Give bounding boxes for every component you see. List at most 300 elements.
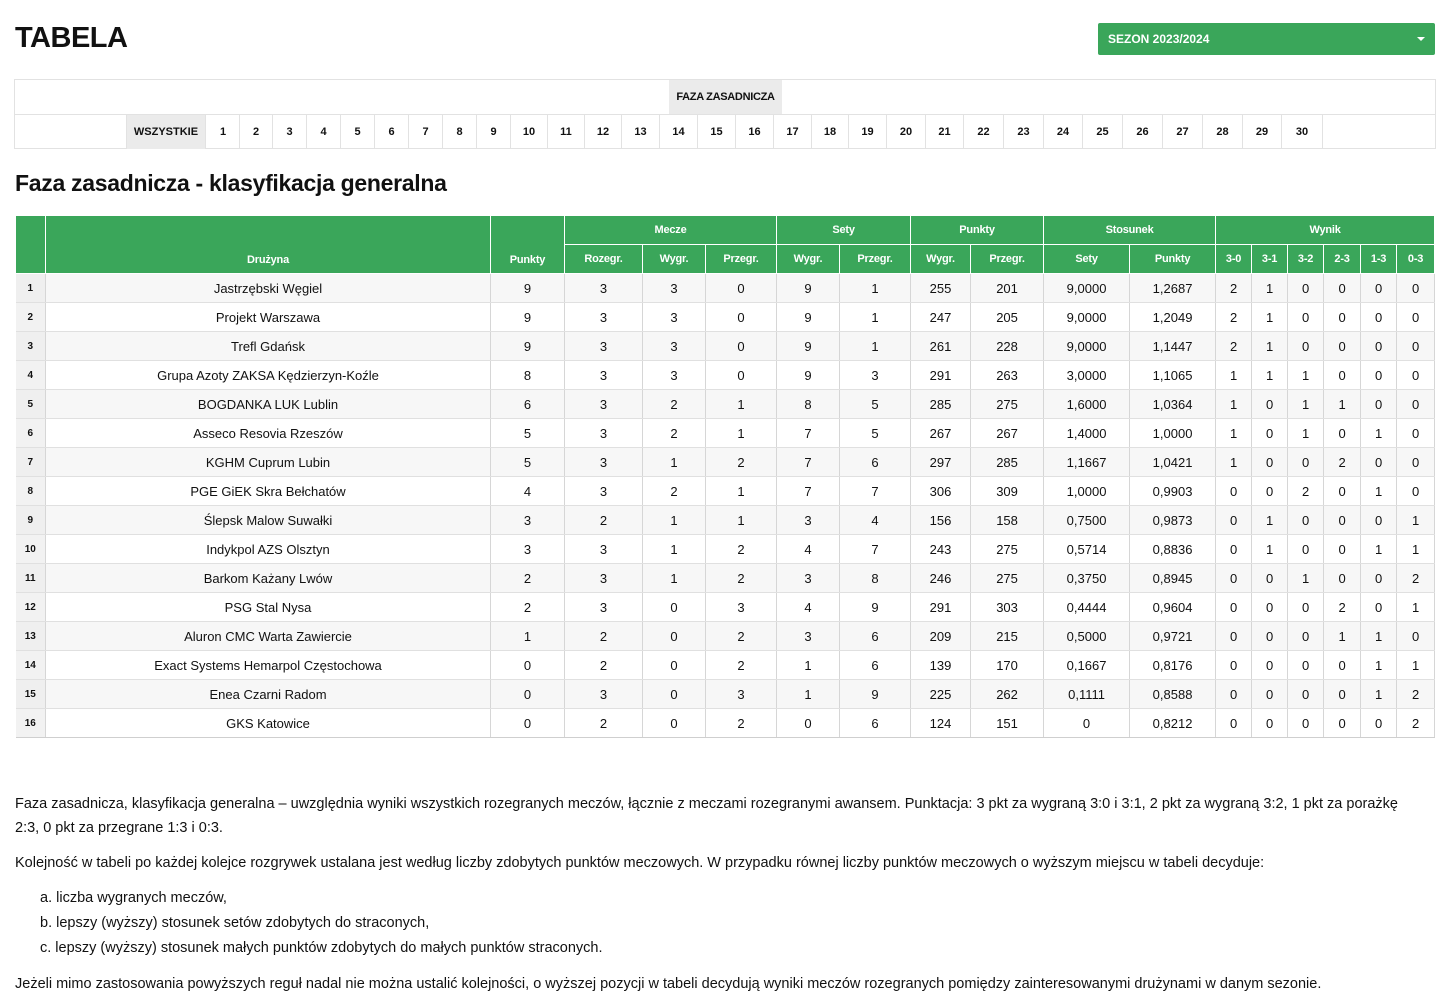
table-row	[16, 419, 1435, 448]
rules-paragraph-order: Kolejność w tabeli po każdej kolejce rozgrywek ustalana jest według liczby zdobytych punktów meczowych. W przypadku równej liczby punktów meczowych o wyższym miejscu w tabeli decyduje:	[15, 855, 1265, 871]
cell-won: 0	[643, 622, 706, 651]
cell-r32: 0	[1288, 448, 1324, 477]
cell-ratio-sets: 0,5000	[1044, 622, 1130, 651]
cell-ratio-sets: 1,4000	[1044, 419, 1130, 448]
cell-ratio-points: 0,8176	[1130, 651, 1216, 680]
cell-sets-won: 9	[777, 361, 840, 390]
tab-round-27[interactable]: 27	[1163, 115, 1203, 149]
cell-pts-won: 124	[911, 709, 971, 738]
cell-played: 2	[565, 651, 643, 680]
cell-r13: 1	[1361, 419, 1397, 448]
cell-points: 2	[491, 564, 565, 593]
cell-won: 1	[643, 448, 706, 477]
cell-pts-lost: 285	[971, 448, 1044, 477]
cell-r03: 1	[1397, 593, 1435, 622]
tab-round-23[interactable]: 23	[1004, 115, 1044, 149]
cell-won: 3	[643, 303, 706, 332]
cell-team[interactable]: Grupa Azoty ZAKSA Kędzierzyn-Koźle	[46, 361, 491, 390]
cell-ratio-sets: 3,0000	[1044, 361, 1130, 390]
tab-round-16[interactable]: 16	[736, 115, 774, 149]
tab-round-7[interactable]: 7	[409, 115, 443, 149]
cell-ratio-sets: 1,0000	[1044, 477, 1130, 506]
cell-r13: 0	[1361, 390, 1397, 419]
cell-ratio-sets: 9,0000	[1044, 303, 1130, 332]
cell-position: 5	[16, 390, 46, 419]
cell-r31: 1	[1252, 361, 1288, 390]
cell-r32: 0	[1288, 332, 1324, 361]
cell-r31: 0	[1252, 419, 1288, 448]
cell-won: 1	[643, 506, 706, 535]
cell-pts-won: 291	[911, 361, 971, 390]
cell-r31: 1	[1252, 274, 1288, 303]
tab-round-19[interactable]: 19	[849, 115, 887, 149]
th-matches: Mecze	[565, 216, 777, 245]
cell-pts-won: 247	[911, 303, 971, 332]
th-pts-lost: Przegr.	[971, 245, 1044, 274]
cell-ratio-points: 0,9873	[1130, 506, 1216, 535]
cell-r13: 0	[1361, 303, 1397, 332]
table-row	[16, 651, 1435, 680]
tab-round-24[interactable]: 24	[1044, 115, 1083, 149]
cell-r23: 0	[1324, 506, 1361, 535]
cell-pts-won: 225	[911, 680, 971, 709]
table-row	[16, 332, 1435, 361]
cell-pts-lost: 275	[971, 564, 1044, 593]
cell-r32: 0	[1288, 303, 1324, 332]
cell-pts-won: 139	[911, 651, 971, 680]
cell-ratio-points: 0,9604	[1130, 593, 1216, 622]
tab-round-8[interactable]: 8	[443, 115, 477, 149]
phase-tabs	[15, 80, 1435, 115]
cell-position: 16	[16, 709, 46, 738]
cell-sets-won: 7	[777, 477, 840, 506]
cell-points: 5	[491, 448, 565, 477]
cell-r03: 0	[1397, 274, 1435, 303]
cell-team[interactable]: Trefl Gdańsk	[46, 332, 491, 361]
cell-r03: 0	[1397, 448, 1435, 477]
tab-round-21[interactable]: 21	[926, 115, 964, 149]
cell-sets-won: 7	[777, 419, 840, 448]
cell-r23: 1	[1324, 390, 1361, 419]
cell-r30: 0	[1216, 506, 1252, 535]
tab-round-9[interactable]: 9	[477, 115, 511, 149]
tab-round-10[interactable]: 10	[511, 115, 548, 149]
cell-lost: 1	[706, 390, 777, 419]
cell-sets-won: 4	[777, 535, 840, 564]
th-points: Punkty	[491, 216, 565, 274]
cell-team[interactable]: Jastrzębski Węgiel	[46, 274, 491, 303]
cell-team[interactable]: PGE GiEK Skra Bełchatów	[46, 477, 491, 506]
cell-won: 0	[643, 593, 706, 622]
cell-points: 4	[491, 477, 565, 506]
tab-round-29[interactable]: 29	[1243, 115, 1282, 149]
cell-r13: 0	[1361, 332, 1397, 361]
cell-won: 0	[643, 709, 706, 738]
cell-lost: 0	[706, 332, 777, 361]
rules-notes	[15, 792, 1425, 1007]
cell-lost: 0	[706, 361, 777, 390]
table-row	[16, 303, 1435, 332]
cell-ratio-points: 1,1065	[1130, 361, 1216, 390]
tab-round-22[interactable]: 22	[964, 115, 1004, 149]
cell-won: 0	[643, 680, 706, 709]
tab-round-17[interactable]: 17	[774, 115, 812, 149]
cell-pts-won: 291	[911, 593, 971, 622]
cell-lost: 2	[706, 651, 777, 680]
cell-r13: 1	[1361, 535, 1397, 564]
tab-round-14[interactable]: 14	[660, 115, 698, 149]
cell-r32: 1	[1288, 361, 1324, 390]
cell-lost: 0	[706, 303, 777, 332]
cell-points: 9	[491, 274, 565, 303]
cell-pts-lost: 309	[971, 477, 1044, 506]
cell-ratio-sets: 0,5714	[1044, 535, 1130, 564]
tab-round-15[interactable]: 15	[698, 115, 736, 149]
cell-won: 3	[643, 274, 706, 303]
cell-r32: 0	[1288, 506, 1324, 535]
cell-sets-won: 1	[777, 680, 840, 709]
cell-sets-lost: 5	[840, 419, 911, 448]
table-row	[16, 622, 1435, 651]
page-title: TABELA	[15, 22, 128, 54]
cell-won: 1	[643, 564, 706, 593]
table-row	[16, 274, 1435, 303]
cell-position: 1	[16, 274, 46, 303]
cell-r31: 1	[1252, 303, 1288, 332]
cell-r31: 0	[1252, 680, 1288, 709]
cell-position: 15	[16, 680, 46, 709]
cell-team[interactable]: Exact Systems Hemarpol Częstochowa	[46, 651, 491, 680]
tab-round-20[interactable]: 20	[887, 115, 926, 149]
cell-pts-lost: 275	[971, 535, 1044, 564]
cell-r32: 1	[1288, 564, 1324, 593]
cell-lost: 2	[706, 622, 777, 651]
cell-team[interactable]: Asseco Resovia Rzeszów	[46, 419, 491, 448]
cell-ratio-points: 0,8945	[1130, 564, 1216, 593]
cell-pts-lost: 201	[971, 274, 1044, 303]
cell-pts-won: 156	[911, 506, 971, 535]
cell-pts-lost: 263	[971, 361, 1044, 390]
cell-r03: 0	[1397, 477, 1435, 506]
cell-r31: 0	[1252, 564, 1288, 593]
cell-played: 3	[565, 448, 643, 477]
cell-won: 2	[643, 390, 706, 419]
cell-won: 0	[643, 651, 706, 680]
table-row	[16, 361, 1435, 390]
cell-position: 11	[16, 564, 46, 593]
cell-pts-lost: 170	[971, 651, 1044, 680]
cell-r03: 2	[1397, 680, 1435, 709]
standings-table	[15, 215, 1435, 738]
cell-won: 2	[643, 419, 706, 448]
cell-sets-lost: 6	[840, 622, 911, 651]
cell-r23: 0	[1324, 303, 1361, 332]
cell-points: 9	[491, 303, 565, 332]
cell-r23: 0	[1324, 361, 1361, 390]
cell-team[interactable]: Aluron CMC Warta Zawiercie	[46, 622, 491, 651]
cell-sets-won: 0	[777, 709, 840, 738]
cell-team[interactable]: Ślepsk Malow Suwałki	[46, 506, 491, 535]
cell-r23: 0	[1324, 709, 1361, 738]
cell-ratio-sets: 0,3750	[1044, 564, 1130, 593]
cell-r31: 0	[1252, 390, 1288, 419]
cell-sets-lost: 6	[840, 709, 911, 738]
th-r30: 3-0	[1216, 245, 1252, 274]
cell-r03: 0	[1397, 622, 1435, 651]
cell-pts-lost: 205	[971, 303, 1044, 332]
tab-round-11[interactable]: 11	[548, 115, 585, 149]
th-small-points: Punkty	[911, 216, 1044, 245]
cell-r31: 0	[1252, 651, 1288, 680]
cell-sets-won: 3	[777, 564, 840, 593]
cell-team[interactable]: GKS Katowice	[46, 709, 491, 738]
season-label: SEZON 2023/2024	[1108, 32, 1210, 46]
cell-r03: 1	[1397, 506, 1435, 535]
cell-position: 2	[16, 303, 46, 332]
th-r31: 3-1	[1252, 245, 1288, 274]
cell-sets-lost: 6	[840, 448, 911, 477]
cell-team[interactable]: Projekt Warszawa	[46, 303, 491, 332]
tab-round-4[interactable]: 4	[307, 115, 341, 149]
cell-position: 8	[16, 477, 46, 506]
cell-pts-won: 297	[911, 448, 971, 477]
cell-points: 3	[491, 506, 565, 535]
tab-round-all[interactable]: WSZYSTKIE	[126, 115, 206, 149]
cell-r13: 0	[1361, 361, 1397, 390]
cell-sets-lost: 4	[840, 506, 911, 535]
cell-sets-won: 8	[777, 390, 840, 419]
cell-pts-won: 267	[911, 419, 971, 448]
cell-pts-lost: 228	[971, 332, 1044, 361]
th-lost: Przegr.	[706, 245, 777, 274]
tab-round-25[interactable]: 25	[1083, 115, 1123, 149]
cell-played: 3	[565, 593, 643, 622]
cell-sets-lost: 9	[840, 593, 911, 622]
cell-r23: 0	[1324, 274, 1361, 303]
cell-r23: 0	[1324, 535, 1361, 564]
cell-pts-won: 261	[911, 332, 971, 361]
cell-r13: 1	[1361, 477, 1397, 506]
cell-r13: 1	[1361, 680, 1397, 709]
table-row	[16, 506, 1435, 535]
cell-played: 2	[565, 506, 643, 535]
cell-r13: 0	[1361, 564, 1397, 593]
tab-round-6[interactable]: 6	[375, 115, 409, 149]
cell-r13: 0	[1361, 448, 1397, 477]
cell-sets-lost: 3	[840, 361, 911, 390]
cell-team[interactable]: PSG Stal Nysa	[46, 593, 491, 622]
cell-points: 5	[491, 419, 565, 448]
rules-paragraph-tiebreak: Jeżeli mimo zastosowania powyższych reguł nadal nie można ustalić kolejności, o wyższej pozycji w tabeli decydują wyniki meczów rozegranych pomiędzy zainteresowanymi drużynami w danym sezonie.	[15, 976, 1322, 992]
th-ratio-sets: Sety	[1044, 245, 1130, 274]
cell-ratio-points: 0,8588	[1130, 680, 1216, 709]
cell-r13: 0	[1361, 709, 1397, 738]
cell-sets-lost: 1	[840, 332, 911, 361]
th-sets-lost: Przegr.	[840, 245, 911, 274]
cell-position: 13	[16, 622, 46, 651]
cell-ratio-points: 0,9721	[1130, 622, 1216, 651]
cell-team[interactable]: Barkom Każany Lwów	[46, 564, 491, 593]
table-row	[16, 564, 1435, 593]
cell-ratio-points: 0,9903	[1130, 477, 1216, 506]
cell-ratio-points: 1,0421	[1130, 448, 1216, 477]
table-row	[16, 709, 1435, 738]
cell-played: 3	[565, 361, 643, 390]
round-tabs	[15, 115, 1435, 149]
chevron-down-icon	[1417, 37, 1425, 41]
cell-team[interactable]: Indykpol AZS Olsztyn	[46, 535, 491, 564]
cell-r32: 0	[1288, 651, 1324, 680]
cell-points: 0	[491, 651, 565, 680]
cell-position: 6	[16, 419, 46, 448]
th-team: Drużyna	[46, 216, 491, 274]
cell-points: 2	[491, 593, 565, 622]
cell-sets-won: 3	[777, 622, 840, 651]
cell-ratio-points: 0,8836	[1130, 535, 1216, 564]
cell-pts-won: 306	[911, 477, 971, 506]
tab-round-26[interactable]: 26	[1123, 115, 1163, 149]
cell-won: 3	[643, 361, 706, 390]
cell-position: 10	[16, 535, 46, 564]
cell-r13: 1	[1361, 651, 1397, 680]
cell-played: 3	[565, 564, 643, 593]
th-r23: 2-3	[1324, 245, 1361, 274]
cell-points: 8	[491, 361, 565, 390]
cell-sets-lost: 1	[840, 274, 911, 303]
cell-r13: 0	[1361, 274, 1397, 303]
cell-r23: 0	[1324, 477, 1361, 506]
cell-r31: 0	[1252, 622, 1288, 651]
cell-r03: 2	[1397, 564, 1435, 593]
season-dropdown[interactable]	[1098, 23, 1435, 55]
cell-won: 3	[643, 332, 706, 361]
cell-played: 3	[565, 680, 643, 709]
cell-r13: 1	[1361, 622, 1397, 651]
cell-ratio-points: 1,0000	[1130, 419, 1216, 448]
cell-played: 3	[565, 477, 643, 506]
cell-r31: 1	[1252, 332, 1288, 361]
tab-round-12[interactable]: 12	[585, 115, 622, 149]
cell-played: 3	[565, 419, 643, 448]
cell-lost: 2	[706, 564, 777, 593]
cell-r30: 0	[1216, 477, 1252, 506]
tab-round-30[interactable]: 30	[1282, 115, 1323, 149]
th-pts-won: Wygr.	[911, 245, 971, 274]
cell-sets-lost: 8	[840, 564, 911, 593]
cell-r13: 0	[1361, 593, 1397, 622]
cell-ratio-points: 0,8212	[1130, 709, 1216, 738]
cell-played: 3	[565, 390, 643, 419]
cell-team[interactable]: KGHM Cuprum Lubin	[46, 448, 491, 477]
tab-round-18[interactable]: 18	[812, 115, 849, 149]
cell-lost: 3	[706, 680, 777, 709]
cell-r03: 2	[1397, 709, 1435, 738]
cell-r03: 0	[1397, 419, 1435, 448]
tab-faza-zasadnicza[interactable]: FAZA ZASADNICZA	[669, 80, 782, 114]
cell-r30: 0	[1216, 651, 1252, 680]
standings-body	[16, 274, 1435, 738]
tab-round-1[interactable]: 1	[207, 115, 240, 149]
cell-lost: 3	[706, 593, 777, 622]
cell-r23: 2	[1324, 448, 1361, 477]
table-row	[16, 593, 1435, 622]
cell-r30: 0	[1216, 535, 1252, 564]
cell-r31: 0	[1252, 593, 1288, 622]
cell-lost: 2	[706, 535, 777, 564]
cell-won: 2	[643, 477, 706, 506]
cell-team[interactable]: BOGDANKA LUK Lublin	[46, 390, 491, 419]
th-r13: 1-3	[1361, 245, 1397, 274]
th-r32: 3-2	[1288, 245, 1324, 274]
cell-r31: 1	[1252, 535, 1288, 564]
cell-pts-won: 246	[911, 564, 971, 593]
cell-position: 4	[16, 361, 46, 390]
cell-lost: 2	[706, 448, 777, 477]
cell-r32: 0	[1288, 709, 1324, 738]
cell-sets-won: 1	[777, 651, 840, 680]
cell-pts-lost: 215	[971, 622, 1044, 651]
cell-r30: 0	[1216, 709, 1252, 738]
cell-position: 14	[16, 651, 46, 680]
tab-round-13[interactable]: 13	[622, 115, 660, 149]
table-row	[16, 680, 1435, 709]
cell-ratio-sets: 0,4444	[1044, 593, 1130, 622]
cell-r03: 0	[1397, 332, 1435, 361]
cell-sets-lost: 7	[840, 477, 911, 506]
cell-r30: 0	[1216, 680, 1252, 709]
cell-r30: 2	[1216, 303, 1252, 332]
cell-r31: 1	[1252, 506, 1288, 535]
cell-sets-won: 4	[777, 593, 840, 622]
cell-played: 2	[565, 622, 643, 651]
cell-sets-won: 9	[777, 303, 840, 332]
cell-r30: 1	[1216, 390, 1252, 419]
cell-r23: 0	[1324, 564, 1361, 593]
cell-r32: 1	[1288, 390, 1324, 419]
cell-won: 1	[643, 535, 706, 564]
rules-list	[40, 886, 1425, 961]
cell-ratio-sets: 0,1111	[1044, 680, 1130, 709]
cell-r30: 1	[1216, 361, 1252, 390]
cell-r32: 0	[1288, 680, 1324, 709]
round-filter	[14, 79, 1436, 149]
tab-round-28[interactable]: 28	[1203, 115, 1243, 149]
table-row	[16, 477, 1435, 506]
rules-list-item: a. liczba wygranych meczów,	[40, 890, 227, 906]
cell-team[interactable]: Enea Czarni Radom	[46, 680, 491, 709]
cell-position: 9	[16, 506, 46, 535]
cell-r30: 0	[1216, 564, 1252, 593]
cell-points: 6	[491, 390, 565, 419]
cell-r32: 0	[1288, 622, 1324, 651]
cell-points: 9	[491, 332, 565, 361]
cell-r03: 0	[1397, 361, 1435, 390]
tab-round-3[interactable]: 3	[273, 115, 307, 149]
cell-pts-lost: 262	[971, 680, 1044, 709]
cell-r23: 1	[1324, 622, 1361, 651]
cell-points: 0	[491, 680, 565, 709]
cell-r32: 0	[1288, 535, 1324, 564]
cell-r23: 2	[1324, 593, 1361, 622]
th-sets-won: Wygr.	[777, 245, 840, 274]
cell-pts-lost: 151	[971, 709, 1044, 738]
cell-r23: 0	[1324, 332, 1361, 361]
cell-points: 0	[491, 709, 565, 738]
tab-round-5[interactable]: 5	[341, 115, 375, 149]
cell-ratio-points: 1,2687	[1130, 274, 1216, 303]
tab-round-2[interactable]: 2	[240, 115, 273, 149]
cell-sets-won: 3	[777, 506, 840, 535]
